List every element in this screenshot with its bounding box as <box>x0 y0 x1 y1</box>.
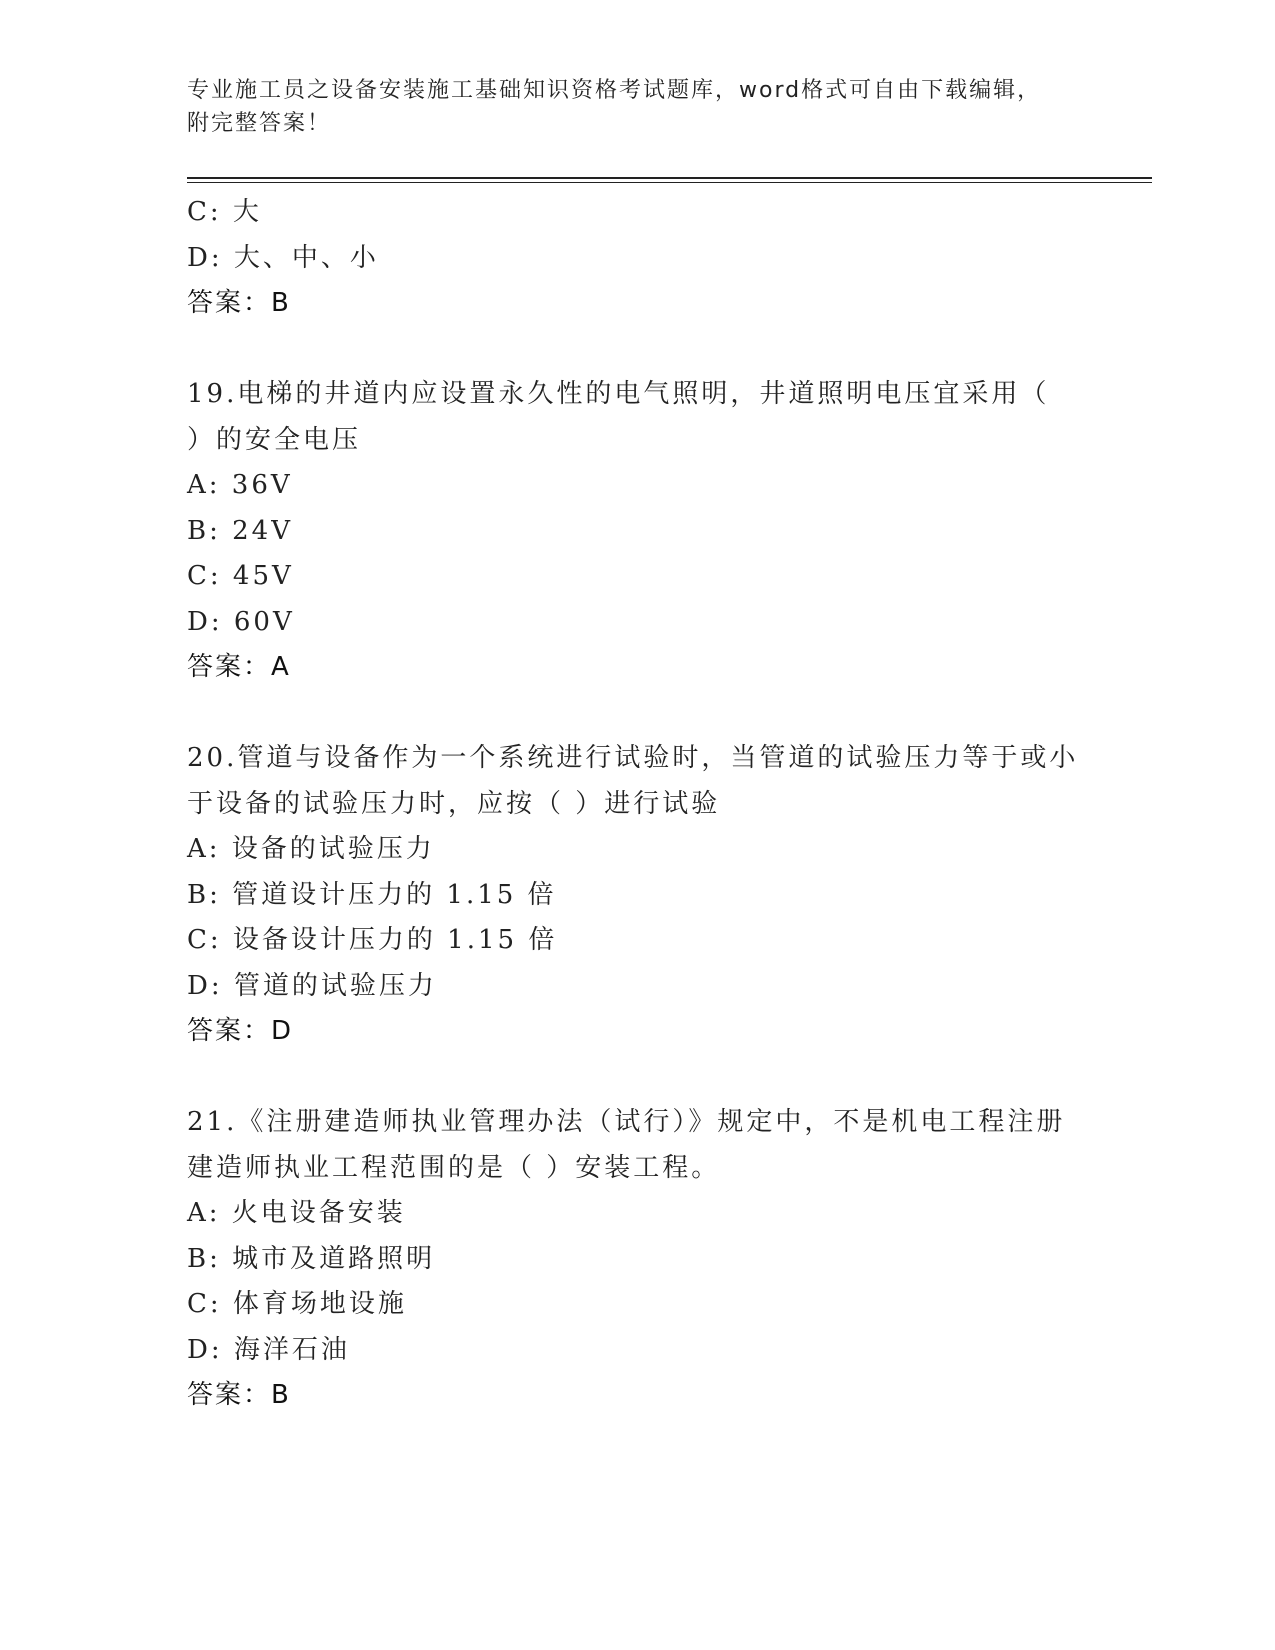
option-c: C: 大 <box>187 197 262 227</box>
question-stem-continued: 建造师执业工程范围的是（ ）安装工程。 <box>187 1152 721 1183</box>
answer-line: 答案：B <box>187 288 291 318</box>
question-19 <box>187 372 1087 691</box>
spacer <box>187 1055 1087 1101</box>
answer-line: 答案：A <box>187 652 291 682</box>
question-stem: 21.《注册建造师执业管理办法（试行）》规定中，不是机电工程注册 <box>187 1107 1066 1137</box>
document-body <box>187 190 1087 1419</box>
header-line-1: 专业施工员之设备安装施工基础知识资格考试题库，word格式可自由下载编辑， <box>187 78 1042 103</box>
option-d: D: 60V <box>187 606 295 637</box>
answer-line: 答案：D <box>187 1016 294 1046</box>
option-a: A: 36V <box>187 470 293 500</box>
header-divider-thin <box>187 182 1152 183</box>
option-a: A: 设备的试验压力 <box>187 834 435 864</box>
option-d: D: 管道的试验压力 <box>187 970 437 1001</box>
question-stem: 19.电梯的井道内应设置永久性的电气照明，井道照明电压宜采用（ <box>187 379 1050 409</box>
question-stem: 20.管道与设备作为一个系统进行试验时，当管道的试验压力等于或小 <box>187 743 1079 773</box>
option-a: A: 火电设备安装 <box>187 1198 406 1228</box>
header-divider-thick <box>187 177 1152 179</box>
page-header <box>187 74 1077 140</box>
spacer <box>187 691 1087 737</box>
question-stem-continued: 于设备的试验压力时，应按（ ）进行试验 <box>187 788 721 819</box>
option-d: D: 大、中、小 <box>187 242 379 273</box>
option-c: C: 体育场地设施 <box>187 1289 407 1319</box>
option-b: B: 城市及道路照明 <box>187 1243 436 1274</box>
spacer <box>187 327 1087 373</box>
header-line-2: 附完整答案！ <box>187 111 332 136</box>
option-b: B: 24V <box>187 515 293 546</box>
option-c: C: 设备设计压力的 1.15 倍 <box>187 925 558 955</box>
option-d: D: 海洋石油 <box>187 1334 350 1365</box>
answer-line: 答案：B <box>187 1380 291 1410</box>
question-21 <box>187 1100 1087 1419</box>
previous-question-tail <box>187 190 1087 327</box>
question-20 <box>187 736 1087 1055</box>
option-b: B: 管道设计压力的 1.15 倍 <box>187 879 557 910</box>
question-stem-continued: ）的安全电压 <box>187 424 362 455</box>
option-c: C: 45V <box>187 561 294 591</box>
